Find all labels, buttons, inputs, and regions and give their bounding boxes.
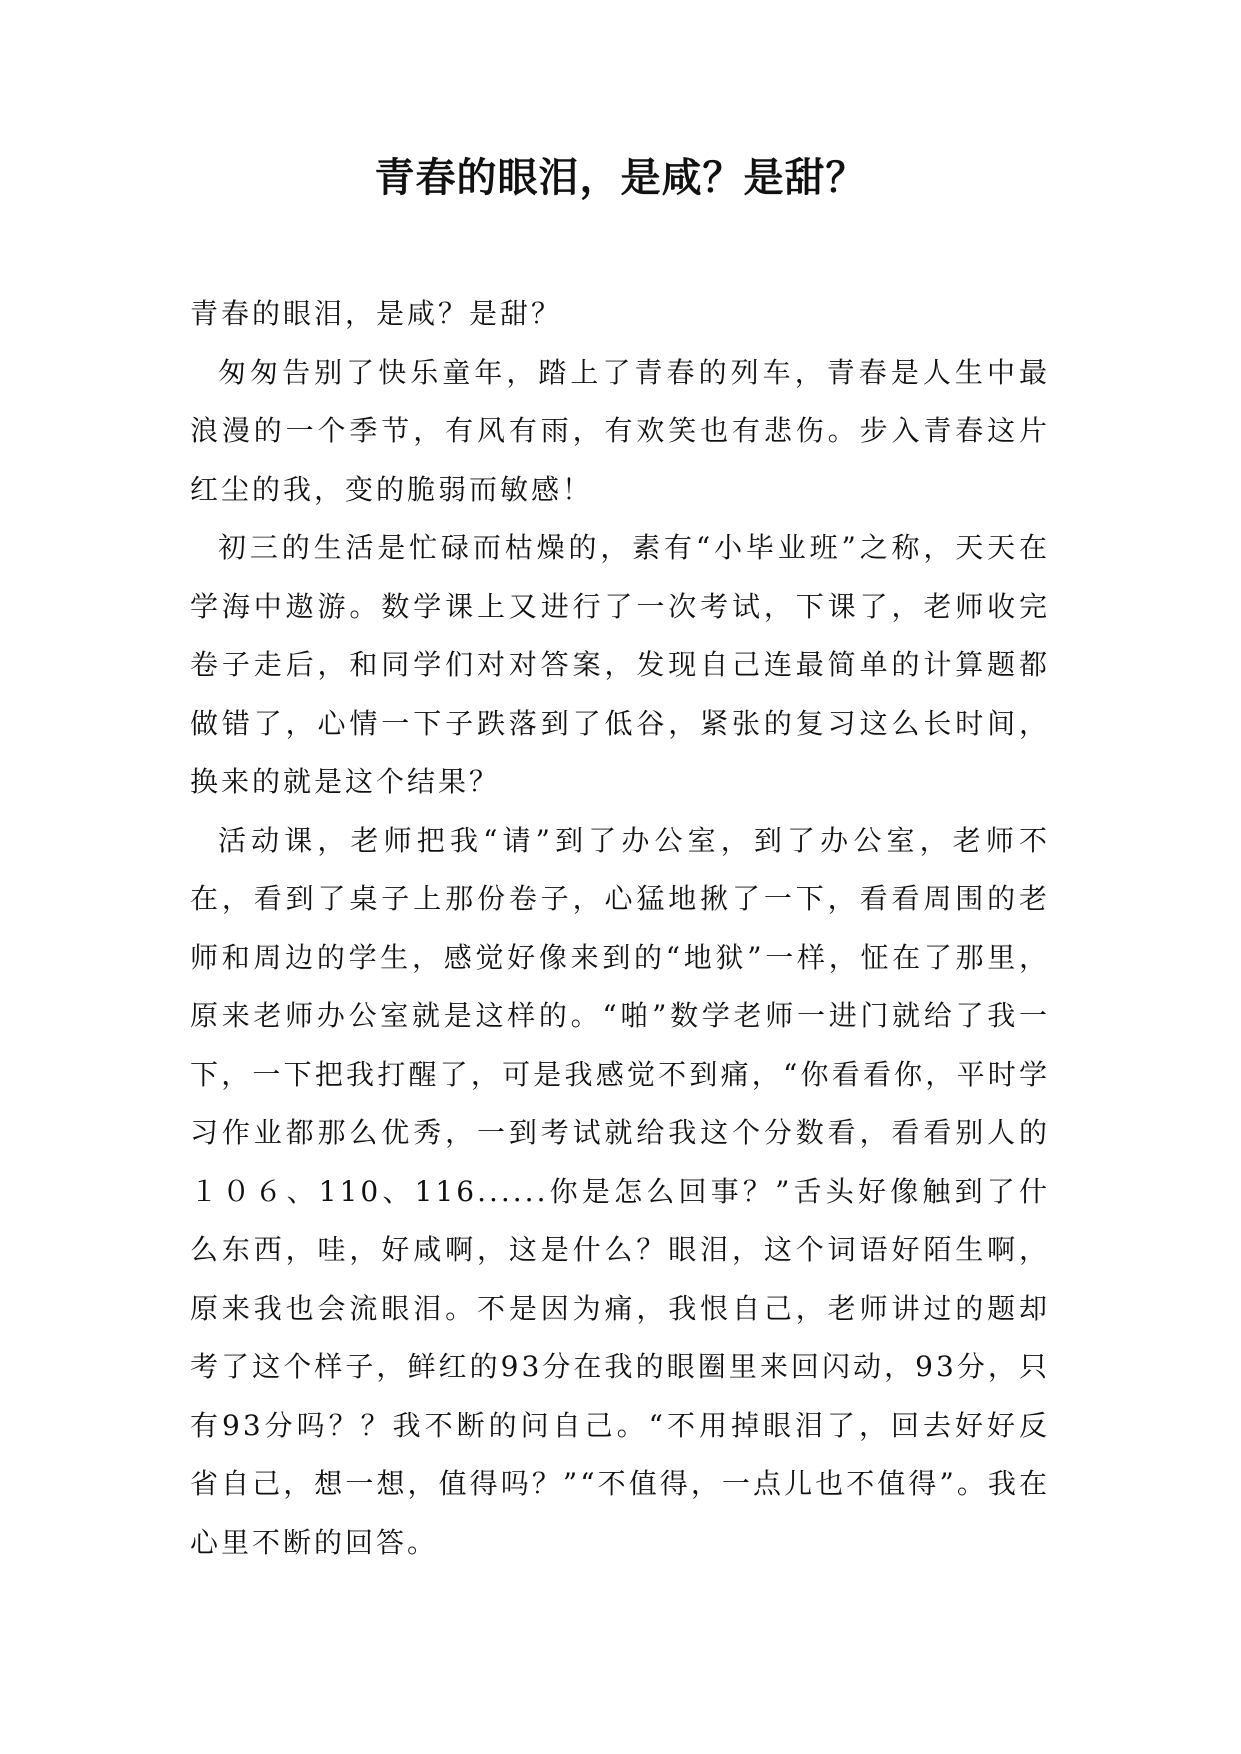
paragraph: 匆匆告别了快乐童年，踏上了青春的列车，青春是人生中最浪漫的一个季节，有风有雨，有欢笑也有悲伤。步入青春这片红尘的我，变的脆弱而敏感！ [190,355,1050,506]
document-title: 青春的眼泪，是咸？是甜？ [374,154,867,201]
paragraph: 初三的生活是忙碌而枯燥的，素有“小毕业班”之称，天天在学海中遨游。数学课上又进行了一次考试，下课了，老师收完卷子走后，和同学们对对答案，发现自己连最简单的计算题都做错了，心情一下子跌落到了低谷，紧张的复习这么长时间，换来的就是这个结果？ [190,531,1050,798]
document-body [190,285,1050,1572]
paragraph: 活动课，老师把我“请”到了办公室，到了办公室，老师不在，看到了桌子上那份卷子，心猛地揪了一下，看看周围的老师和周边的学生，感觉好像来到的“地狱”一样，怔在了那里，原来老师办公室就是这样的。“啪”数学老师一进门就给了我一下，一下把我打醒了，可是我感觉不到痛，“你看看你，平时学习作业都那么优秀，一到考试就给我这个分数看，看看别人的１０６、110、116......你是怎么回事？”舌头好像触到了什么东西，哇，好咸啊，这是什么？眼泪，这个词语好陌生啊，原来我也会流眼泪。不是因为痛，我恨自己，老师讲过的题却考了这个样子，鲜红的93分在我的眼圈里来回闪动，93分，只有93分吗？？我不断的问自己。“不用掉眼泪了，回去好好反省自己，想一想，值得吗？”“不值得，一点儿也不值得”。我在心里不断的回答。 [190,823,1050,1559]
paragraph-heading: 青春的眼泪，是咸？是甜？ [190,297,563,330]
